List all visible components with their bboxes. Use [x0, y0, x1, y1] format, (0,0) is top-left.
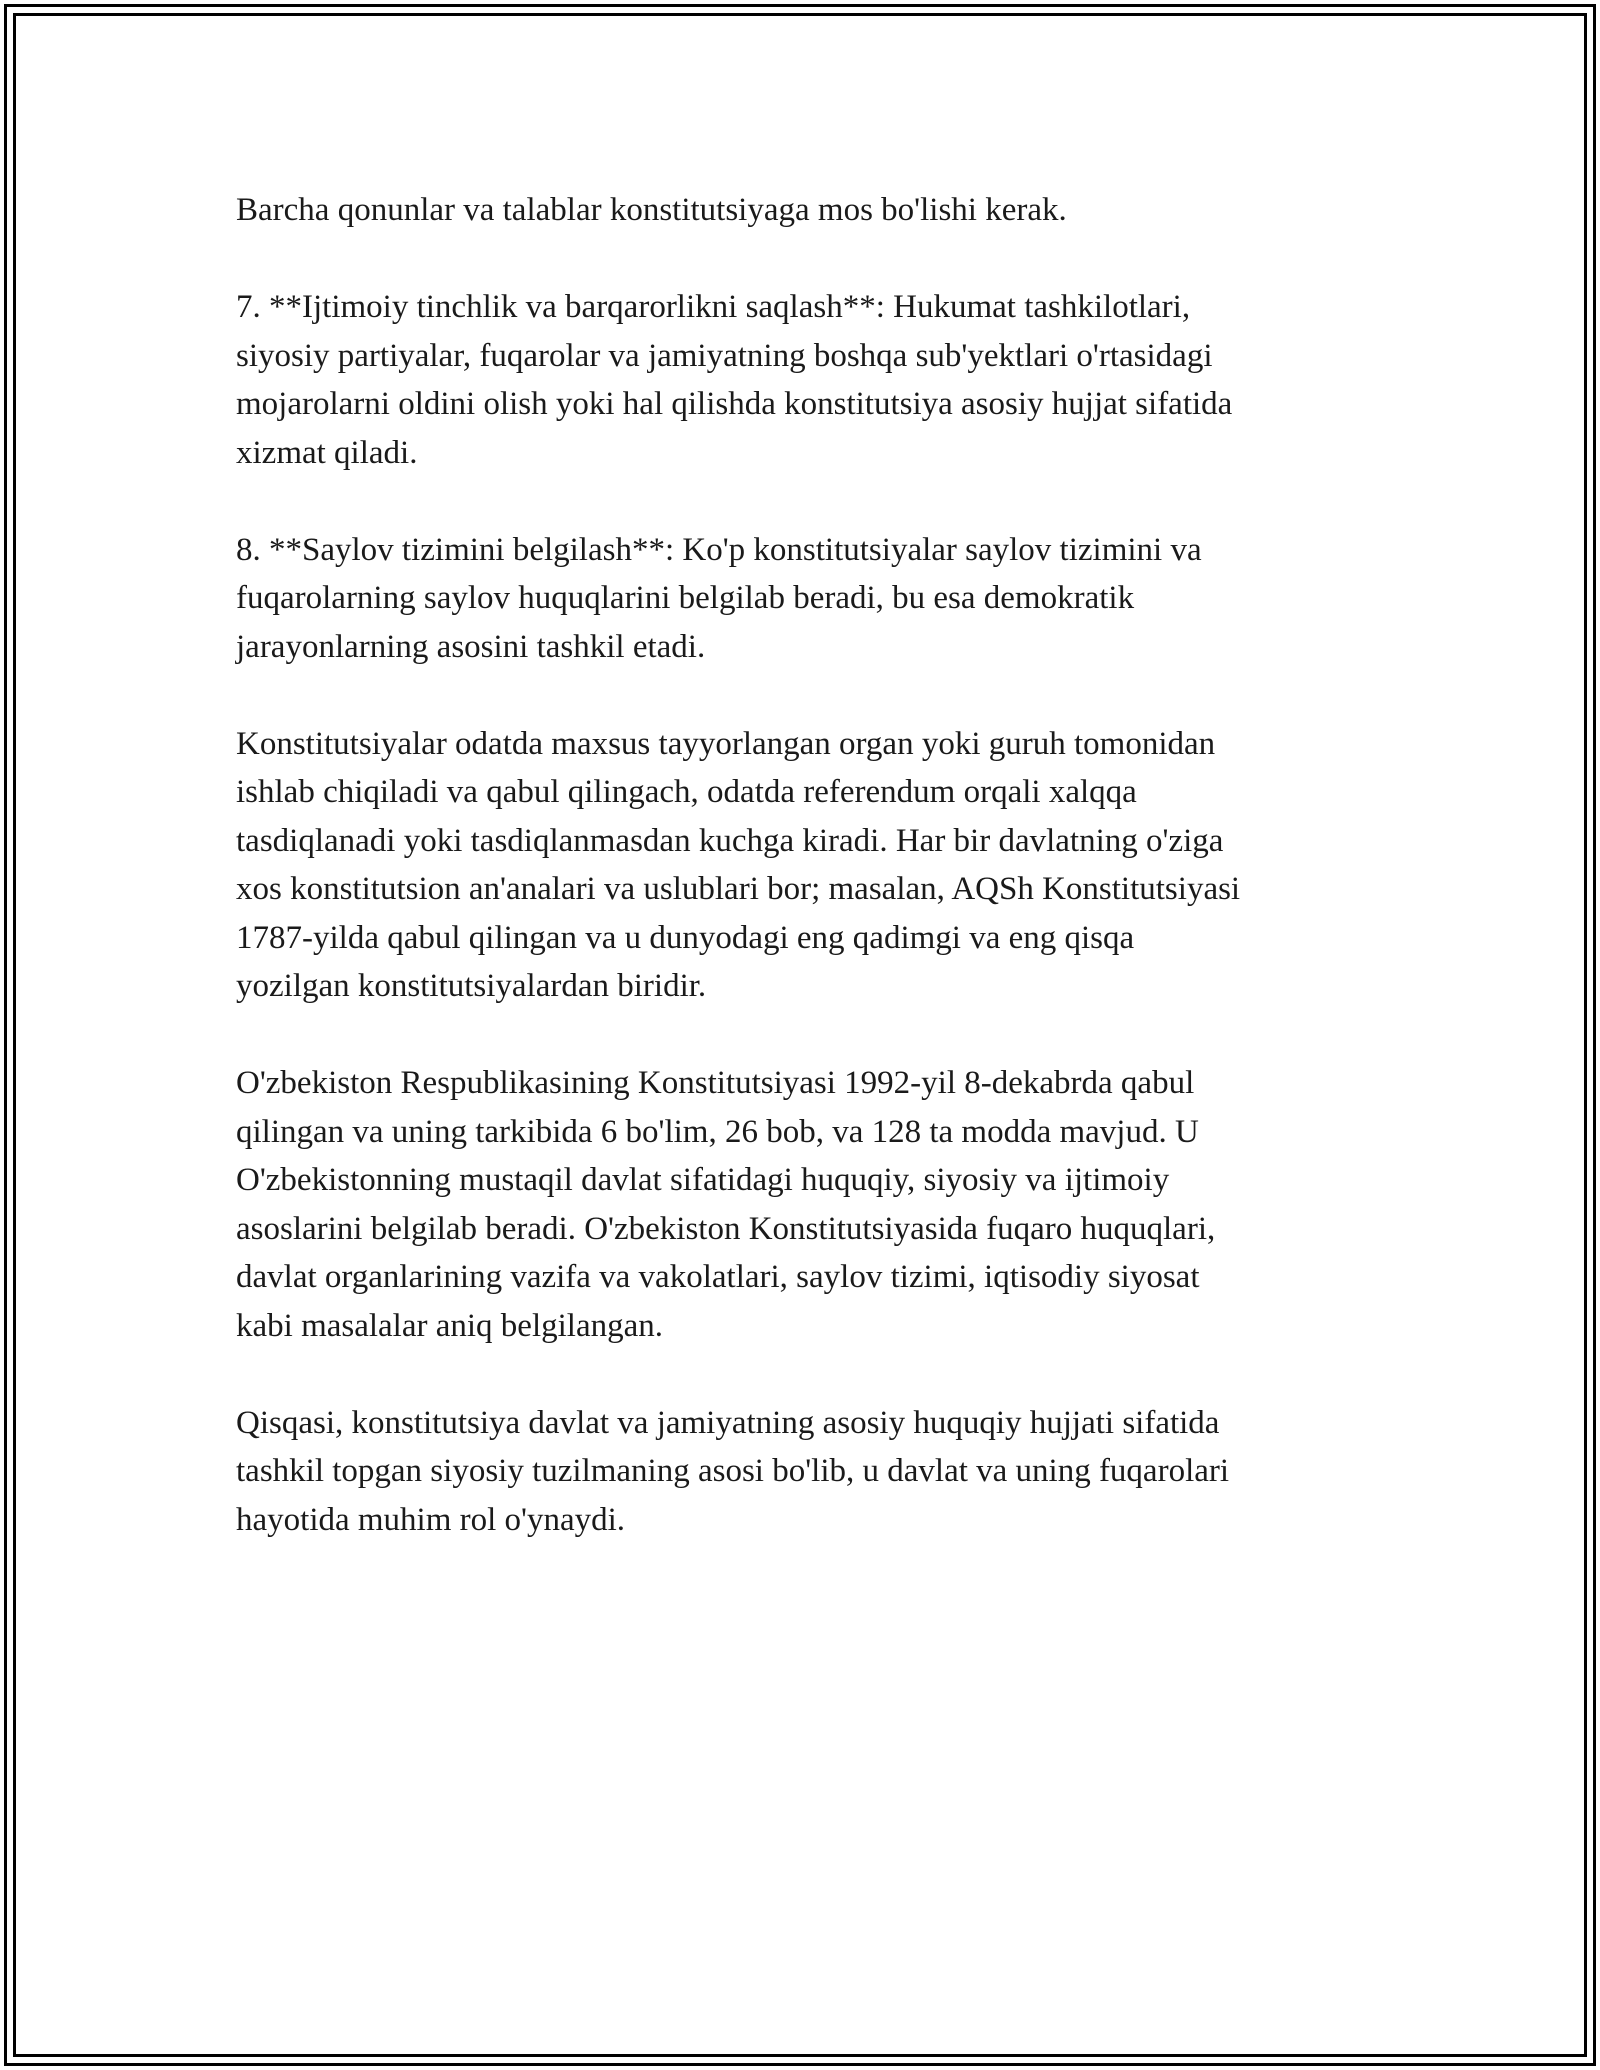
paragraph-uzbekistan-constitution: O'zbekiston Respublikasining Konstitutsiyasi 1992-yil 8-dekabrda qabul qilingan va uning tarkibida 6 bo'lim, 26 bob, va 128 ta modda mavjud. U O'zbekistonning mustaqil davlat sifatidagi huquqiy, siyosiy va ijtimoiy asoslarini belgilab beradi. O'zbekiston Konstitutsiyasida fuqaro huquqlari, davlat organlarining vazifa va vakolatlari, saylov tizimi, iqtisodiy siyosat kabi masalalar aniq belgilangan.	[236, 1065, 1216, 1344]
paragraph-constitution-adoption: Konstitutsiyalar odatda maxsus tayyorlangan organ yoki guruh tomonidan ishlab chiqiladi va qabul qilingach, odatda referendum orqali xalqqa tasdiqlanadi yoki tasdiqlanmasdan kuchga kiradi. Har bir davlatning o'ziga xos konstitutsion an'analari va uslublari bor; masalan, AQSh Konstitutsiyasi 1787-yilda qabul qilingan va u dunyodagi eng qadimgi va eng qisqa yozilgan konstitutsiyalardan biridir.	[236, 725, 1241, 1004]
paragraph-constitution-compliance: Barcha qonunlar va talablar konstitutsiyaga mos bo'lishi kerak.	[236, 192, 1067, 228]
paragraph-social-peace: 7. **Ijtimoiy tinchlik va barqarorlikni saqlash**: Hukumat tashkilotlari, siyosiy partiyalar, fuqarolar va jamiyatning boshqa sub'yektlari o'rtasidagi mojarolarni oldini olish yoki hal qilishda konstitutsiya asosiy hujjat sifatida xizmat qiladi.	[236, 289, 1233, 471]
paragraph-electoral-system: 8. **Saylov tizimini belgilash**: Ko'p konstitutsiyalar saylov tizimini va fuqarolarning saylov huquqlarini belgilab beradi, bu esa demokratik jarayonlarning asosini tashkil etadi.	[236, 531, 1202, 665]
paragraph-summary: Qisqasi, konstitutsiya davlat va jamiyatning asosiy huquqiy hujjati sifatida tashkil topgan siyosiy tuzilmaning asosi bo'lib, u davlat va uning fuqarolari hayotida muhim rol o'ynaydi.	[236, 1404, 1230, 1538]
document-body	[236, 186, 1366, 1544]
